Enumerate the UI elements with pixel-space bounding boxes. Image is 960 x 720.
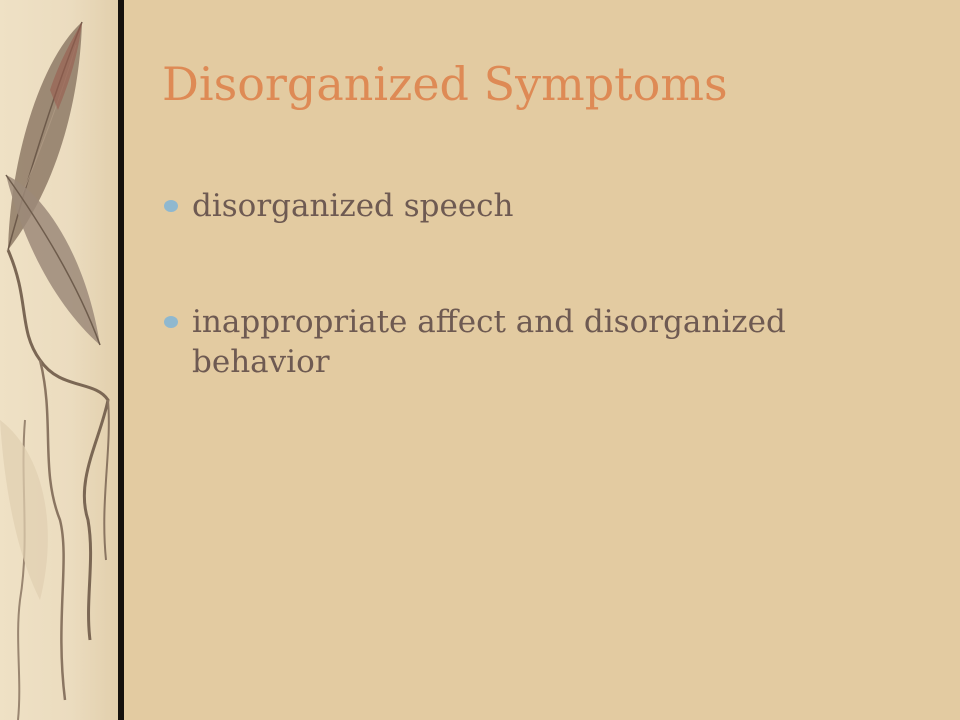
- bullet-list: [160, 186, 900, 458]
- bullet-item: [160, 302, 900, 382]
- bullet-item: [160, 186, 900, 226]
- bullet-dot-icon: [164, 200, 178, 212]
- bullet-dot-icon: [164, 316, 178, 328]
- bullet-text: disorganized speech: [192, 188, 514, 224]
- dried-leaves-icon: [0, 0, 118, 720]
- decorative-side-panel: [0, 0, 118, 720]
- bullet-text: inappropriate affect and disorganized behavior: [192, 304, 786, 380]
- vertical-divider: [118, 0, 124, 720]
- slide-title: Disorganized Symptoms: [162, 57, 728, 111]
